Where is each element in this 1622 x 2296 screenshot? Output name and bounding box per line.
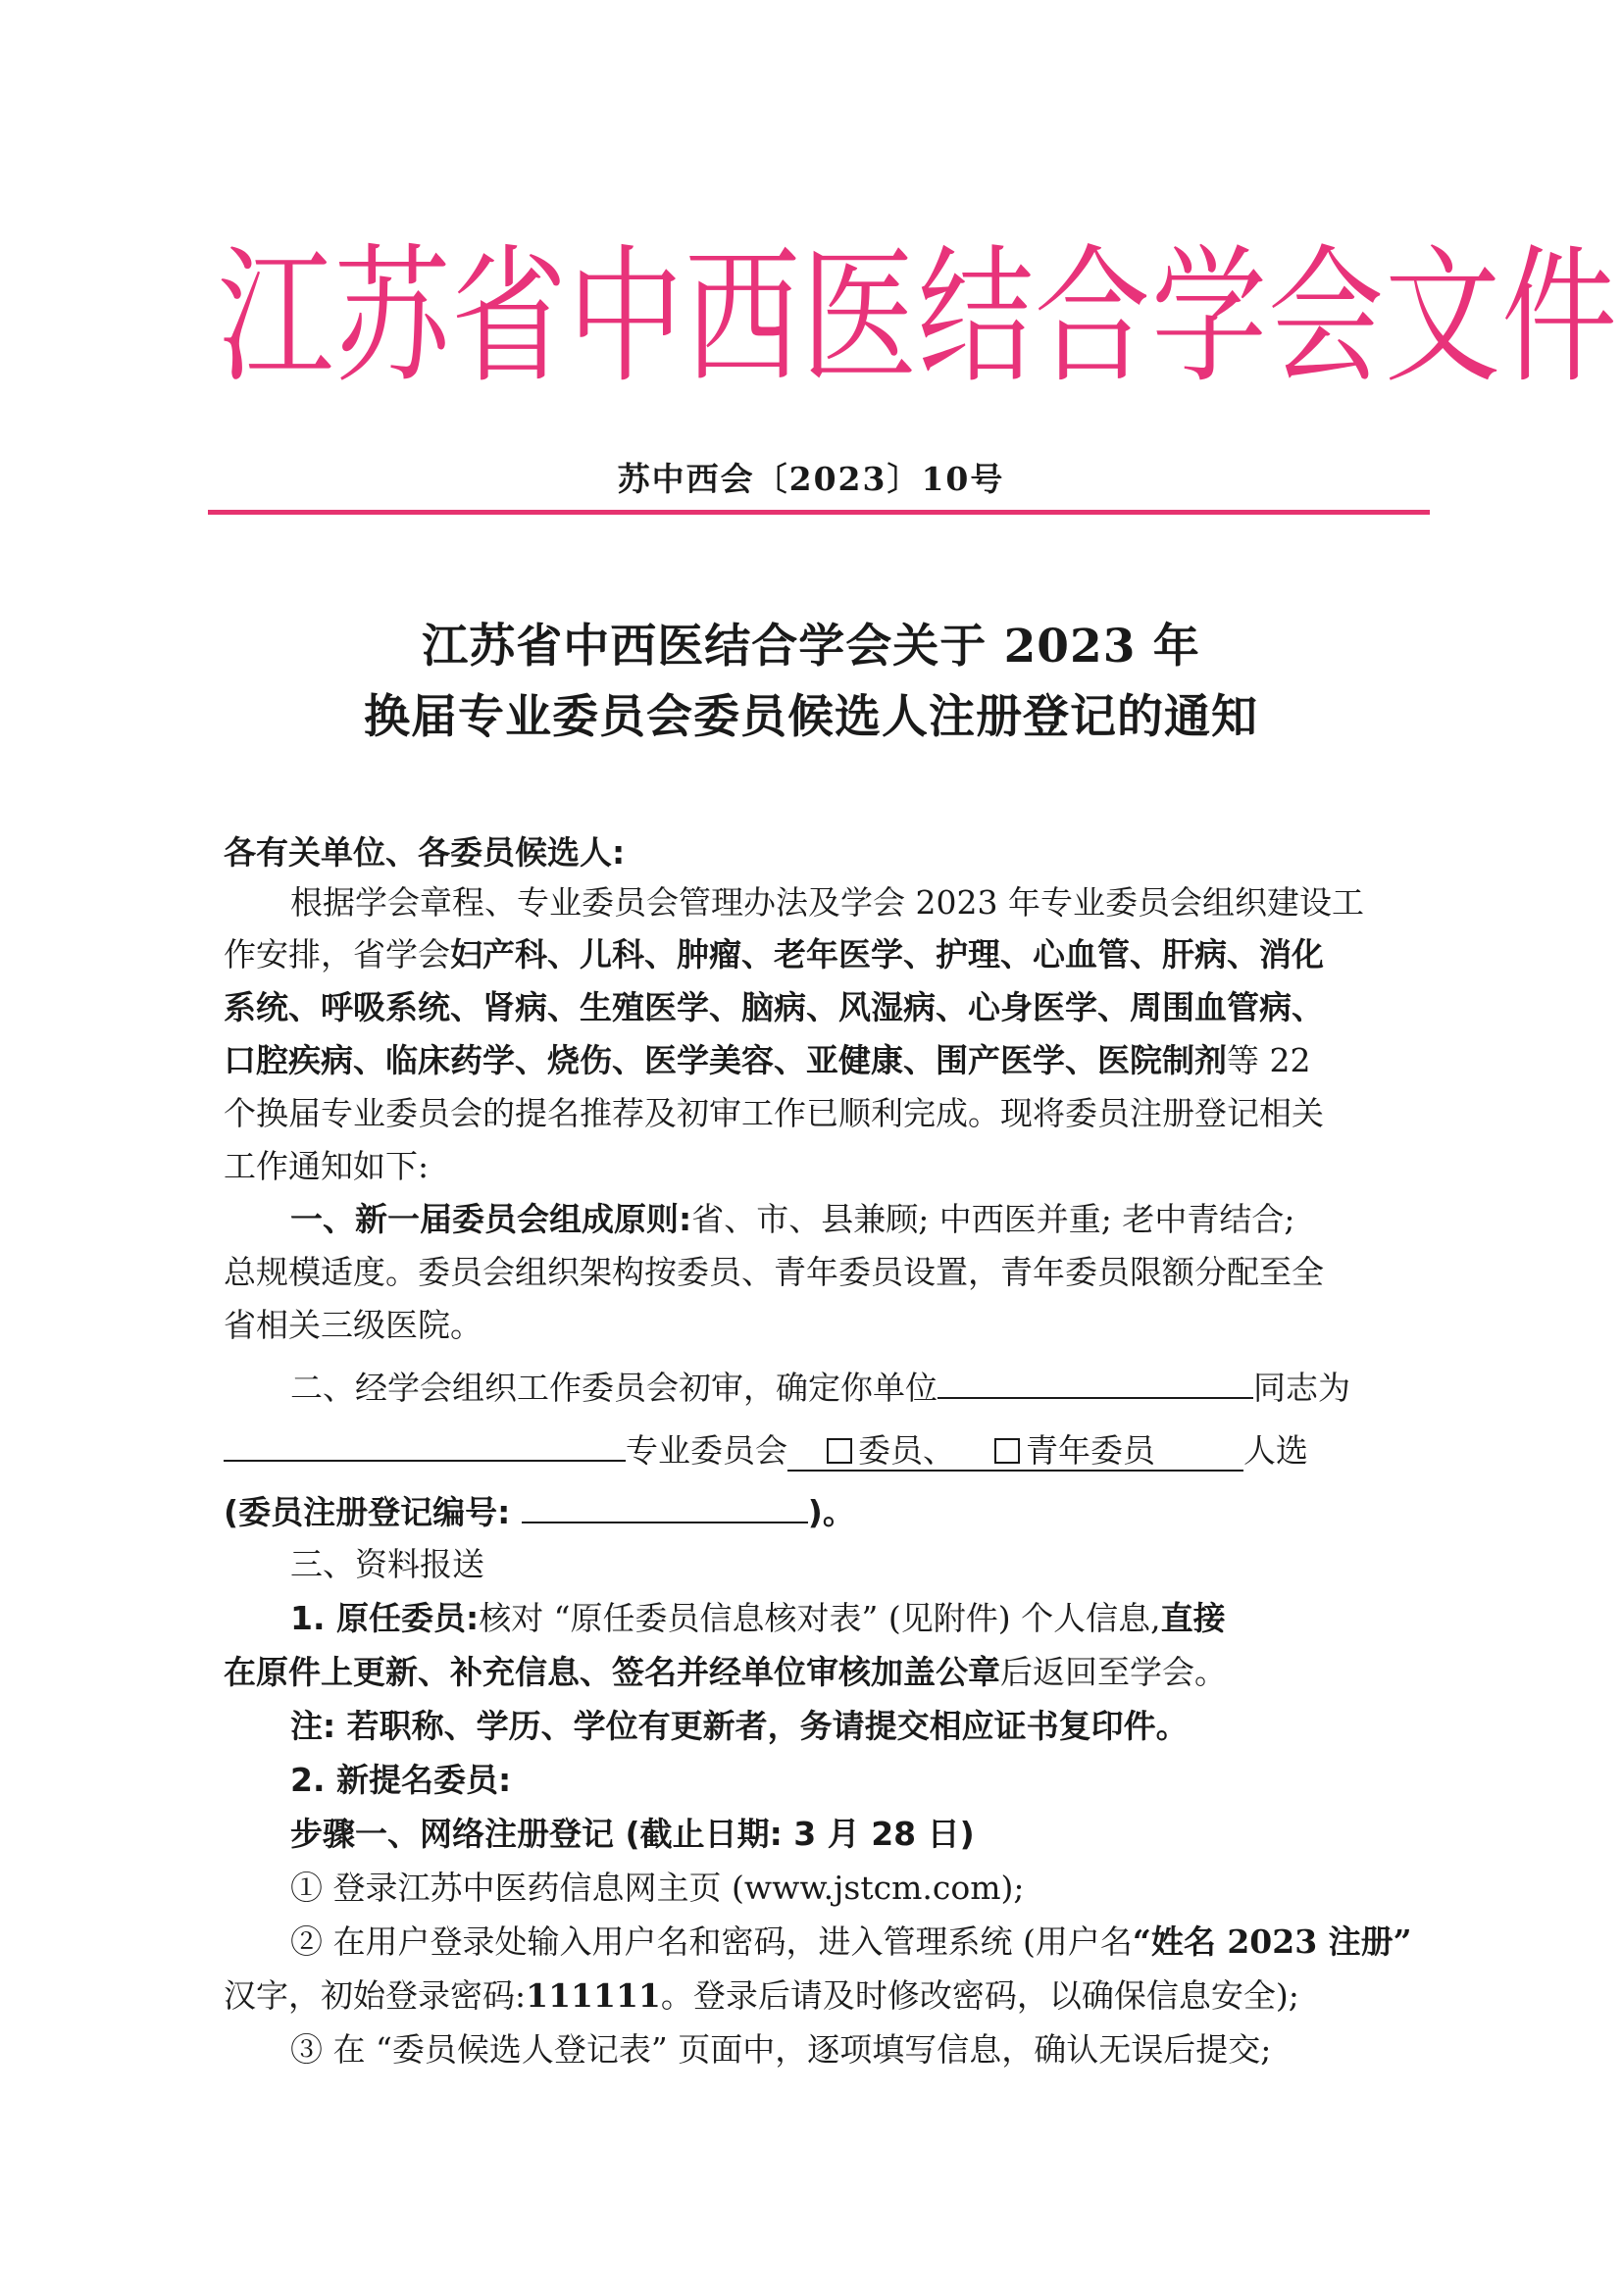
step1-heading: 步骤一、网络注册登记 (截止日期: 3 月 28 日) (290, 1815, 975, 1853)
member-option-label: 委员、 (858, 1431, 955, 1470)
section3-item1-line1 (290, 1599, 1492, 1638)
youth-member-option-label: 青年委员 (1026, 1431, 1155, 1470)
role-options (787, 1431, 1243, 1472)
section1-text: 省、市、县兼顾; 中西医并重; 老中青结合; (691, 1200, 1295, 1238)
section3-item2-label: 2. 新提名委员: (290, 1761, 512, 1799)
registration-number-blank[interactable] (522, 1488, 808, 1523)
item1-text: 核对 “原任委员信息核对表” (见附件) 个人信息, (479, 1599, 1161, 1637)
item1-line2-text: 后返回至学会。 (1000, 1653, 1227, 1691)
step1-item2-pw-label: 汉字，初始登录密码: (224, 1976, 527, 2015)
para1-line6: 工作通知如下: (224, 1147, 430, 1185)
step1-item2-pw-note: 。登录后请及时修改密码，以确保信息安全); (660, 1976, 1299, 2015)
para1-line5: 个换届专业委员会的提名推荐及初审工作已顺利完成。现将委员注册登记相关 (224, 1094, 1324, 1132)
masthead-title: 江苏省中西医结合学会文件 (218, 229, 1619, 404)
step1-item2-username: “姓名 2023 注册” (1132, 1922, 1412, 1961)
registration-number-label: (委员注册登记编号: (224, 1493, 511, 1531)
section2-committee-label: 专业委员会 (626, 1431, 787, 1470)
step1-item2-line2 (224, 1976, 1425, 2016)
committee-name-blank[interactable] (224, 1426, 626, 1462)
item1-bold: 直接 (1160, 1599, 1226, 1637)
step1-item1: ① 登录江苏中医药信息网主页 (www.jstcm.com); (290, 1869, 1025, 1907)
document-number: 苏中西会〔2023〕10号 (617, 460, 1005, 498)
para1-line1: 根据学会章程、专业委员会管理办法及学会 2023 年专业委员会组织建设工 (290, 883, 1364, 922)
step1-item3: ③ 在 “委员候选人登记表” 页面中，逐项填写信息，确认无误后提交; (290, 2030, 1272, 2069)
para1-line2-plain: 作安排，省学会 (224, 935, 450, 973)
section1-line2: 总规模适度。委员会组织架构按委员、青年委员设置，青年委员限额分配至全 (224, 1253, 1324, 1291)
section3-note: 注: 若职称、学历、学位有更新者，务请提交相应证书复印件。 (290, 1707, 1189, 1745)
step1-item2-line1 (290, 1922, 1492, 1962)
para1-line2-departments: 妇产科、儿科、肿瘤、老年医学、护理、心血管、肝病、消化 (450, 935, 1324, 973)
section1-heading: 一、新一届委员会组成原则: (290, 1200, 692, 1238)
section2-line2 (224, 1426, 1425, 1471)
step1-item2-password: 111111 (526, 1976, 661, 2015)
youth-member-checkbox[interactable] (994, 1438, 1020, 1464)
para1-line4-departments: 口腔疾病、临床药学、烧伤、医学美容、亚健康、围产医学、医院制剂 (224, 1041, 1227, 1079)
item1-label: 1. 原任委员: (290, 1599, 480, 1637)
salutation: 各有关单位、各委员候选人: (224, 833, 626, 872)
section2-line1-text: 二、经学会组织工作委员会初审，确定你单位 (290, 1369, 938, 1407)
section1-line3: 省相关三级医院。 (224, 1306, 482, 1344)
item1-line2-bold: 在原件上更新、补充信息、签名并经单位审核加盖公章 (224, 1653, 1000, 1691)
unit-name-blank[interactable] (938, 1364, 1253, 1399)
registration-number-end: )。 (807, 1493, 855, 1531)
section2-line1-end: 同志为 (1253, 1369, 1350, 1407)
para1-line4 (224, 1041, 1425, 1080)
member-checkbox[interactable] (827, 1438, 852, 1464)
para1-line4-count: 等 22 (1227, 1041, 1311, 1079)
section2-line3 (224, 1488, 1425, 1532)
section1-line1 (290, 1200, 1492, 1239)
para1-line2 (224, 935, 1425, 974)
notice-title-line-2: 换届专业委员会委员候选人注册登记的通知 (364, 690, 1258, 744)
step1-item2-text: ② 在用户登录处输入用户名和密码，进入管理系统 (用户名 (290, 1922, 1133, 1961)
section3-item1-line2 (224, 1653, 1425, 1692)
red-divider-line (208, 510, 1430, 515)
notice-title-line-1: 江苏省中西医结合学会关于 2023 年 (422, 620, 1200, 674)
para1-line3: 系统、呼吸系统、肾病、生殖医学、脑病、风湿病、心身医学、周围血管病、 (224, 988, 1324, 1026)
section2-line2-end: 人选 (1243, 1431, 1308, 1470)
section2-line1 (290, 1364, 1492, 1408)
section3-heading: 三、资料报送 (290, 1545, 484, 1583)
